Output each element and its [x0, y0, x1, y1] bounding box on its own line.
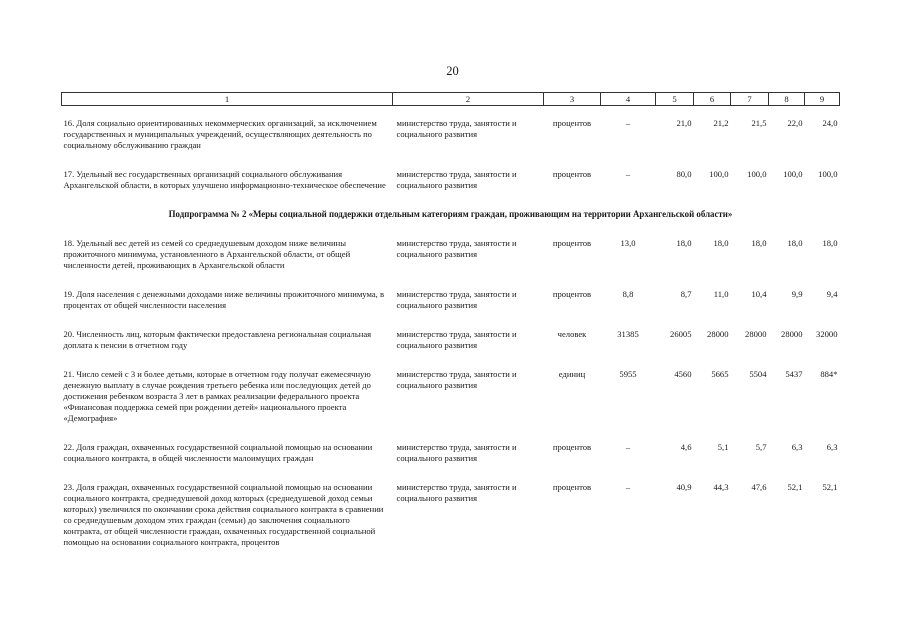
- value-col8: 100,0: [783, 169, 803, 179]
- column-header: 6: [694, 93, 731, 106]
- responsible-ministry: министерство труда, занятости и социального развития: [396, 169, 517, 190]
- value-col7: 21,5: [751, 118, 767, 128]
- value-col7: 47,6: [751, 482, 767, 492]
- column-header: 4: [601, 93, 656, 106]
- unit-of-measure: процентов: [552, 169, 592, 179]
- value-col7: 5504: [749, 369, 767, 379]
- spacer-row: [62, 151, 840, 169]
- indicator-table: [61, 92, 840, 548]
- column-header: 3: [544, 93, 601, 106]
- base-value: –: [625, 169, 631, 179]
- indicator-name: 23. Доля граждан, охваченных государственной социальной помощью на основании социального контракта, среднедушевой доход которых (среднедушевой доход семьи которых) увеличился по окончании срока действия социального контракта в сравнении со среднедушевым доходом этих граждан (семьи) до заключения социального контракта, от общей численности граждан, охваченных государственной социальной помощью на основании социального контракта, процентов: [63, 482, 384, 547]
- spacer-row: [62, 464, 840, 482]
- unit-of-measure: процентов: [552, 289, 592, 299]
- base-value: –: [625, 118, 631, 128]
- value-col5: 4560: [674, 369, 692, 379]
- responsible-ministry: министерство труда, занятости и социального развития: [396, 118, 517, 139]
- value-col6: 5,1: [717, 442, 729, 452]
- indicator-name: 22. Доля граждан, охваченных государственной социальной помощью на основании социального контракта, в общей численности малоимущих граждан: [63, 442, 373, 463]
- value-col9: 52,1: [822, 482, 838, 492]
- spacer-row: [62, 271, 840, 289]
- base-value: 31385: [617, 329, 639, 339]
- indicator-name: 16. Доля социально ориентированных некоммерческих организаций, за исключением государственных и муниципальных учреждений, осуществляющих деятельность по социальному обслуживанию граждан: [63, 118, 377, 150]
- value-col6: 5665: [711, 369, 729, 379]
- value-col8: 22,0: [787, 118, 803, 128]
- value-col5: 40,9: [676, 482, 692, 492]
- value-col5: 18,0: [676, 238, 692, 248]
- unit-of-measure: процентов: [552, 442, 592, 452]
- responsible-ministry: министерство труда, занятости и социального развития: [396, 329, 517, 350]
- value-col8: 5437: [785, 369, 803, 379]
- subprogram-title: Подпрограмма № 2 «Меры социальной поддержки отдельным категориям граждан, проживающим на территории Архангельской области»: [168, 209, 733, 219]
- table-row: [62, 118, 840, 151]
- base-value: –: [625, 442, 631, 452]
- value-col9: 24,0: [822, 118, 838, 128]
- table-row: [62, 289, 840, 311]
- table-row: [62, 169, 840, 191]
- unit-of-measure: процентов: [552, 118, 592, 128]
- value-col5: 26005: [670, 329, 692, 339]
- value-col5: 21,0: [676, 118, 692, 128]
- spacer-row: [62, 191, 840, 209]
- value-col6: 11,0: [713, 289, 729, 299]
- table-row: [62, 238, 840, 271]
- responsible-ministry: министерство труда, занятости и социального развития: [396, 482, 517, 503]
- value-col6: 21,2: [713, 118, 729, 128]
- table-row: [62, 369, 840, 424]
- subprogram-heading-row: [62, 209, 840, 220]
- column-header-row: [62, 93, 840, 106]
- value-col6: 100,0: [709, 169, 729, 179]
- responsible-ministry: министерство труда, занятости и социального развития: [396, 289, 517, 310]
- value-col9: 100,0: [818, 169, 838, 179]
- indicator-name: 17. Удельный вес государственных организаций социального обслуживания Архангельской области, в которых улучшено информационно-техническое обеспечение: [63, 169, 386, 190]
- spacer-row: [62, 311, 840, 329]
- page-number: 20: [446, 64, 459, 78]
- value-col8: 28000: [781, 329, 803, 339]
- value-col9: 18,0: [822, 238, 838, 248]
- column-header: 8: [769, 93, 805, 106]
- unit-of-measure: человек: [557, 329, 587, 339]
- table-row: [62, 482, 840, 548]
- value-col6: 28000: [707, 329, 729, 339]
- column-header: 7: [731, 93, 769, 106]
- responsible-ministry: министерство труда, занятости и социального развития: [396, 442, 517, 463]
- value-col5: 4,6: [680, 442, 692, 452]
- column-header: 1: [62, 93, 393, 106]
- value-col5: 8,7: [680, 289, 692, 299]
- indicator-name: 21. Число семей с 3 и более детьми, которые в отчетном году получат ежемесячную денежную выплату в случае рождения третьего ребенка или последующих детей до достижения ребенком возраста 3 лет в рамках реализации федерального проекта «Финансовая поддержка семей при рождении детей» национального проекта «Демография»: [63, 369, 371, 423]
- indicator-name: 18. Удельный вес детей из семей со среднедушевым доходом ниже величины прожиточного минимума, установленного в Архангельской области, от общей численности детей, проживающих в Архангельской области: [63, 238, 351, 270]
- spacer-row: [62, 424, 840, 442]
- indicator-name: 20. Численность лиц, которым фактически предоставлена региональная социальная доплата к пенсии в отчетном году: [63, 329, 372, 350]
- spacer-row: [62, 220, 840, 238]
- table-row: [62, 329, 840, 351]
- value-col9: 6,3: [826, 442, 838, 452]
- value-col8: 52,1: [787, 482, 803, 492]
- spacer-row: [62, 106, 840, 119]
- responsible-ministry: министерство труда, занятости и социального развития: [396, 369, 517, 390]
- value-col7: 18,0: [751, 238, 767, 248]
- column-header: 9: [805, 93, 840, 106]
- indicator-name: 19. Доля населения с денежными доходами ниже величины прожиточного минимума, в процентах от общей численности населения: [63, 289, 385, 310]
- value-col9: 32000: [816, 329, 838, 339]
- value-col8: 9,9: [791, 289, 803, 299]
- value-col7: 28000: [745, 329, 767, 339]
- value-col8: 18,0: [787, 238, 803, 248]
- spacer-row: [62, 351, 840, 369]
- unit-of-measure: процентов: [552, 482, 592, 492]
- table-row: [62, 442, 840, 464]
- unit-of-measure: процентов: [552, 238, 592, 248]
- base-value: –: [625, 482, 631, 492]
- value-col9: 884*: [820, 369, 838, 379]
- value-col7: 10,4: [751, 289, 767, 299]
- base-value: 5955: [619, 369, 637, 379]
- value-col7: 100,0: [747, 169, 767, 179]
- base-value: 8,8: [622, 289, 634, 299]
- column-header: 5: [656, 93, 694, 106]
- unit-of-measure: единиц: [558, 369, 586, 379]
- value-col5: 80,0: [676, 169, 692, 179]
- value-col8: 6,3: [791, 442, 803, 452]
- base-value: 13,0: [620, 238, 636, 248]
- responsible-ministry: министерство труда, занятости и социального развития: [396, 238, 517, 259]
- value-col7: 5,7: [755, 442, 767, 452]
- value-col9: 9,4: [826, 289, 838, 299]
- value-col6: 44,3: [713, 482, 729, 492]
- column-header: 2: [393, 93, 544, 106]
- value-col6: 18,0: [713, 238, 729, 248]
